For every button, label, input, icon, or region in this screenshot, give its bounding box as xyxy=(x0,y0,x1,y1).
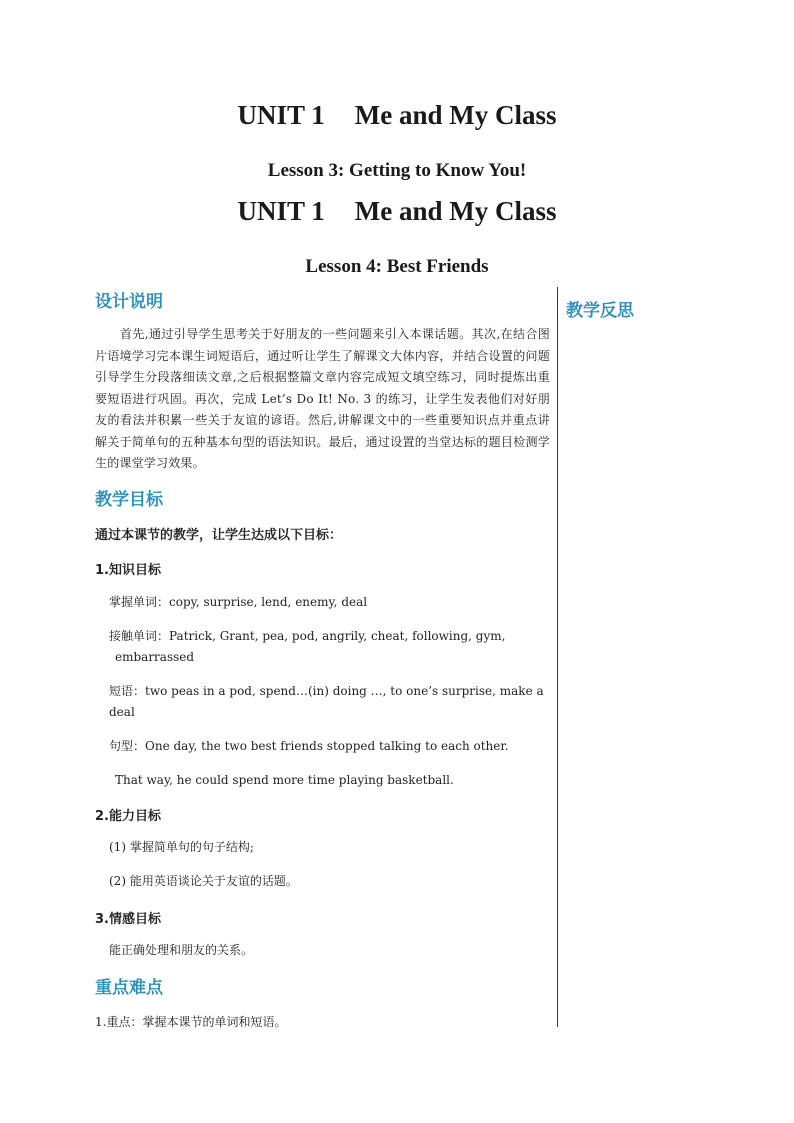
ability-heading: 2.能力目标 xyxy=(95,808,161,824)
column-divider xyxy=(557,287,558,1027)
lesson-4-title: Lesson 4: Best Friends xyxy=(305,256,489,277)
emotion-heading: 3.情感目标 xyxy=(95,911,161,927)
goals-intro: 通过本课节的教学，让学生达成以下目标： xyxy=(95,527,343,543)
unit-title-2 xyxy=(0,196,794,227)
knowledge-heading: 1.知识目标 xyxy=(95,562,161,578)
main-column xyxy=(95,287,550,1033)
ability-item-1: (1) 掌握简单句的句子结构; xyxy=(109,839,254,854)
sentence-pattern-2: That way, he could spend more time playing basketball. xyxy=(115,772,454,787)
key-points-heading: 重点难点 xyxy=(95,977,163,998)
goals-heading: 教学目标 xyxy=(95,489,163,510)
unit-title-1 xyxy=(0,100,794,131)
lesson-3-title: Lesson 3: Getting to Know You! xyxy=(267,160,527,181)
master-words: 掌握单词：copy, surprise, lend, enemy, deal xyxy=(109,594,368,609)
unit-name: Me and My Class xyxy=(354,196,557,226)
contact-words-line-2: embarrassed xyxy=(115,649,195,664)
reflection-heading: 教学反思 xyxy=(566,301,634,321)
unit-name: Me and My Class xyxy=(354,100,557,130)
phrases: 短语：two peas in a pod, spend…(in) doing …, to one’s surprise, make a deal xyxy=(109,683,544,719)
design-paragraph: 首先,通过引导学生思考关于好朋友的一些问题来引入本课话题。其次,在结合图片语境学习完本课生词短语后，通过听让学生了解课文大体内容，并结合设置的问题引导学生分段落细读文章,之后根据整篇文章内容完成短文填空练习，同时提炼出重要短语进行巩固。再次，完成 Let’s Do It! No. 3 的练习，让学生发表他们对好朋友的看法并积累一些关于友谊的谚语。然后,讲解课文中的一些重要知识点并重点讲解关于简单句的五种基本句型的语法知识。最后，通过设置的当堂达标的题目检测学生的课堂学习效果。 xyxy=(95,327,550,470)
design-heading: 设计说明 xyxy=(95,292,163,312)
unit-number: UNIT 1 xyxy=(237,196,325,226)
key-point-1: 1.重点：掌握本课节的单词和短语。 xyxy=(95,1014,287,1029)
contact-words-line-1: 接触单词：Patrick, Grant, pea, pod, angrily, cheat, following, gym, xyxy=(109,628,506,643)
emotion-item-1: 能正确处理和朋友的关系。 xyxy=(109,942,254,957)
unit-number: UNIT 1 xyxy=(237,100,325,130)
sentence-pattern-1: 句型：One day, the two best friends stopped talking to each other. xyxy=(109,738,509,753)
ability-item-2: (2) 能用英语谈论关于友谊的话题。 xyxy=(109,873,298,888)
contact-words xyxy=(95,626,550,668)
reflection-column xyxy=(566,296,766,321)
